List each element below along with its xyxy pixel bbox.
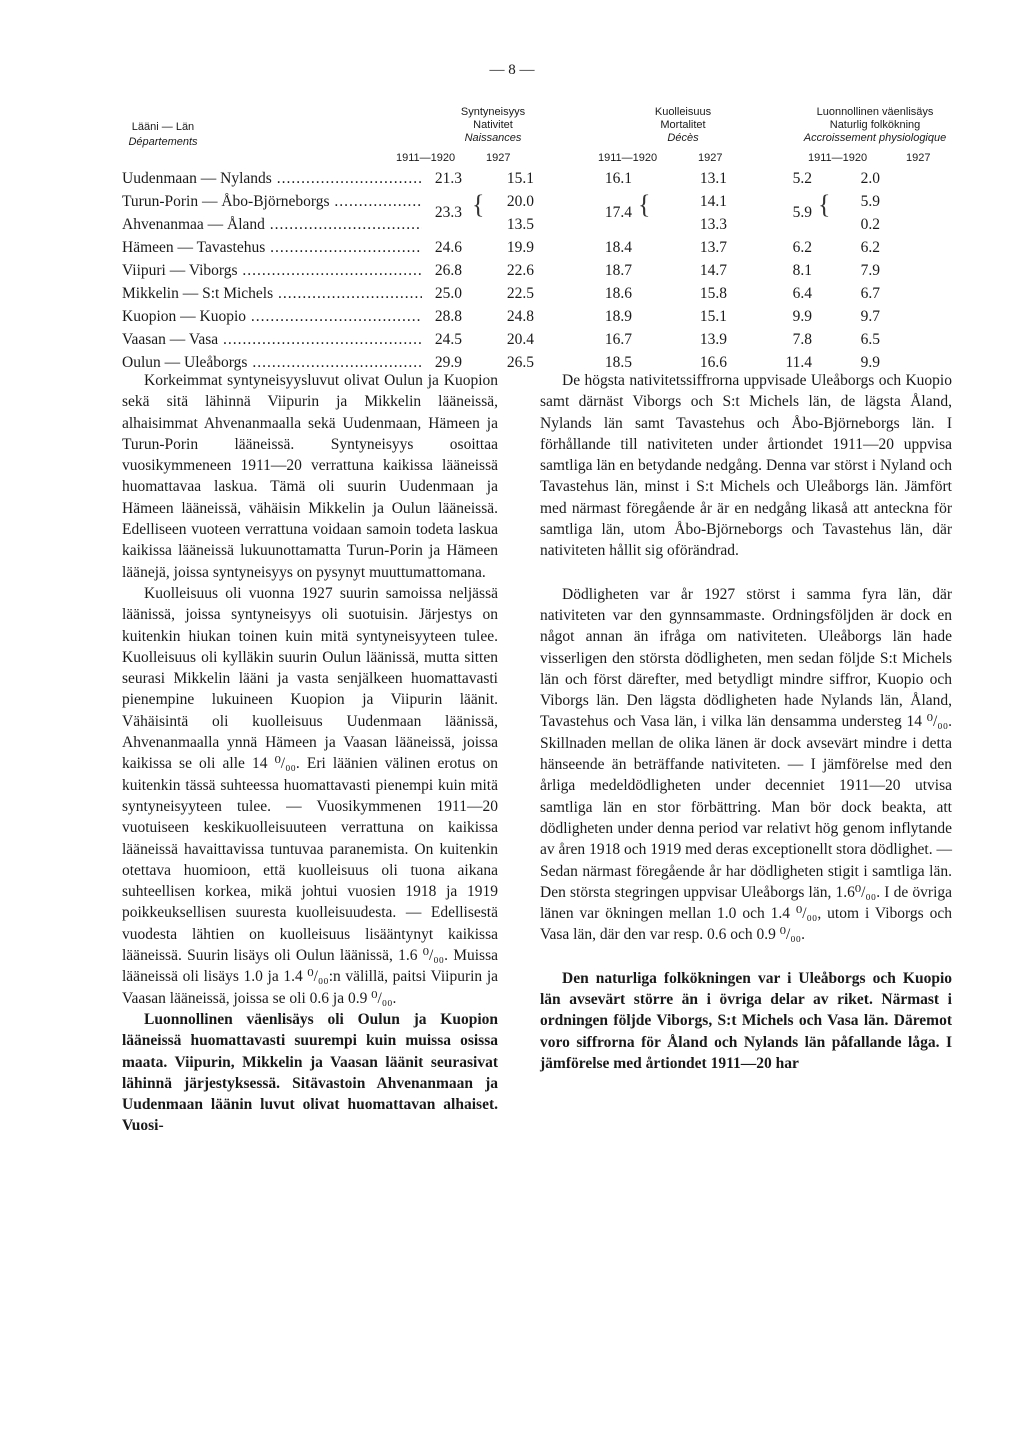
header-growth-fi: Luonnollinen väenlisäys xyxy=(816,106,934,118)
growth-1927: 6.5 xyxy=(860,331,880,348)
births-1911-1920-merged: 23.3 xyxy=(434,204,462,221)
growth-1911-1920: 5.2 xyxy=(792,170,812,187)
births-1927: 24.8 xyxy=(506,308,534,325)
deaths-1911-1920: 18.6 xyxy=(604,285,632,302)
header-growth-y1: 1911—1920 xyxy=(808,152,868,164)
births-1911-1920: 24.5 xyxy=(434,331,462,348)
row-name: Turun-Porin — Åbo-Björneborgs ..... xyxy=(122,193,422,211)
table-row xyxy=(122,190,962,221)
growth-1927: 0.2 xyxy=(860,216,880,233)
births-1927: 13.5 xyxy=(506,216,534,233)
row-name: Oulun — Uleåborgs ..... xyxy=(122,354,422,372)
births-1927: 20.4 xyxy=(506,331,534,348)
header-dept-fr: Départements xyxy=(128,136,198,148)
growth-1911-1920: 6.2 xyxy=(792,239,812,256)
growth-1927: 9.9 xyxy=(860,354,880,371)
deaths-1911-1920: 18.4 xyxy=(604,239,632,256)
growth-1927: 7.9 xyxy=(860,262,880,279)
table-row xyxy=(122,214,962,237)
deaths-1927: 14.7 xyxy=(699,262,727,279)
paragraph-births-fi: Korkeimmat syntyneisyysluvut olivat Oulun ja Kuopion sekä sitä lähinnä Viipurin ja Mikkelin lääneissä, alhaisimmat Ahvenanmaalla sekä Uudenmaan, Hämeen ja Turun-Porin lääneissä. Syntyneisyys osoittaa vuosikymmeneen 1911—20 verrattuna kaikissa lääneissä huomattavaa laskua. Tämä oli suurin Uudenmaan ja Hämeen lääneissä, vähäisin Mikkelin ja Oulun lääneissä. Edelliseen vuoteen verrattuna voidaan samoin todeta laskua kaikissa lääneissä lukuunottamatta Turun-Porin ja Hämeen läänejä, joissa syntyneisyys on pysynyt muuttumattomana. xyxy=(122,372,498,581)
births-1927: 15.1 xyxy=(506,170,534,187)
header-births-y1: 1911—1920 xyxy=(396,152,456,164)
header-departments xyxy=(108,120,218,150)
deaths-1927: 15.1 xyxy=(699,308,727,325)
deaths-1911-1920: 16.1 xyxy=(604,170,632,187)
header-growth-y2: 1927 xyxy=(906,152,931,164)
brace-icon: { xyxy=(638,190,651,219)
header-deaths-fr: Décès xyxy=(667,132,699,144)
growth-1911-1920: 6.4 xyxy=(792,285,812,302)
header-births-fr: Naissances xyxy=(464,132,522,144)
births-1911-1920: 26.8 xyxy=(434,262,462,279)
births-1927: 22.5 xyxy=(506,285,534,302)
header-deaths-fi: Kuolleisuus xyxy=(654,106,712,118)
table-row xyxy=(122,283,962,306)
right-column-swedish xyxy=(540,370,952,1074)
brace-icon: { xyxy=(818,190,831,219)
header-growth-sv: Naturlig folkökning xyxy=(829,119,921,131)
paragraph-deaths-fi: Kuolleisuus oli vuonna 1927 suurin samoissa neljässä läänissä, joissa syntyneisyys oli suotuisin. Järjestys on kuitenkin hiukan toinen kuin mitä syntyneisyyteen tulee. Kuolleisuus oli kylläkin suurin Oulun läänissä, mutta sitten seurasi Mikkelin lääni ja vasta senjälkeen huomattavasti pienempine lukuineen Kuopion ja Viipurin läänit. Vähäisintä oli kuolleisuus Uudenmaan läänissä, Ahvenanmaalla ynnä Hämeen ja Vaasan lääneissä, joissa kaikissa se oli alle 14 ⁰/₀₀. Eri läänien välinen erotus on kuitenkin tässä suhteessa huomattavasti pienempi kuin mitä syntyneisyyteen tulee. — Vuosikymmenen 1911—20 vuotuiseen keskikuolleisuuteen verrattuna on kaikissa lääneissä havaittavissa tuntuvaa paranemista. On kuitenkin otettava huomioon, että kuolleisuus oli tuona aikana suhteellisen korkea, mikä johtui vuosien 1918 ja 1919 poikkeuksellisen suuresta kuolleisuudesta. — Edellisestä vuodesta lähtien on kuolleisuus lisääntynyt kaikissa lääneissä. Suurin lisäys oli Oulun läänissä, 1.6 ⁰/₀₀. Muissa lääneissä oli lisäys 1.0 ja 1.4 ⁰/₀₀:n välillä, paitsi Viipurin ja Vaasan lääneissä, joissa se oli 0.6 ja 0.9 ⁰/₀₀. xyxy=(122,584,498,1007)
growth-1911-1920: 9.9 xyxy=(792,308,812,325)
deaths-1927: 13.7 xyxy=(699,239,727,256)
deaths-1927: 13.1 xyxy=(699,170,727,187)
births-1911-1920: 29.9 xyxy=(434,354,462,371)
header-births xyxy=(428,106,558,145)
brace-icon: { xyxy=(472,190,485,219)
paragraph-growth-sv: Den naturliga folkökningen var i Uleåborgs och Kuopio län avsevärt större än i övriga delar av riket. Närmast i ordningen följde Viborgs, S:t Michels och Vasa län. Däremot voro siffrorna för Åland och Nylands län påfallande låga. I jämförelse med årtiondet 1911—20 har xyxy=(540,969,952,1072)
growth-1927: 6.7 xyxy=(860,285,880,302)
left-column-finnish xyxy=(122,370,498,1137)
paragraph-deaths-sv: Dödligheten var år 1927 störst i samma fyra län, där nativiteten var den gynnsammaste. Ordningsföljden är dock en något annan än ifråga om nativiteten. Uleåborgs län hade visserligen den största dödligheten, men sedan följde S:t Michels län och först därefter, med betydligt mindre siffror, Kuopio och Viborgs län. Den lägsta dödligheten hade Nylands län, Åland, Tavastehus och Vasa län, i vilka län densamma understeg 14 ⁰/₀₀. Skillnaden mellan de olika länen är dock avsevärt mindre i detta hänseende än beträffande nativiteten. — I jämförelse med den årliga medeldödligheten under decenniet 1911—20 utvisa samtliga län en stor förbättring. Man bör dock beakta, att dödligheten under denna period var relativt hög genom inflytande av åren 1918 och 1919 med deras exceptionellt stora dödlighet. — Sedan närmast föregående år har dödligheten stigit i samtliga län. Den största stegringen uppvisar Uleåborgs län, 1.6⁰/₀₀. I de övriga länen var ökningen mellan 1.0 och 1.4 ⁰/₀₀, utom i Viborgs och Vasa län, där den var resp. 0.6 och 0.9 ⁰/₀₀. xyxy=(540,585,952,944)
paragraph-births-sv: De högsta nativitetssiffrorna uppvisade Uleåborgs och Kuopio samt därnäst Viborgs och S:t Michels län, de lägsta Åland, Nylands län samt Tavastehus och Åbo-Björneborgs län. I förhållande till nativiteten under årtiondet 1911—20 uppvisa samtliga län en betydande nedgång. Denna var störst i Nyland och Tavastehus län, minst i S:t Michels och Uleåborgs län. Jämfört med närmast föregående år är en nedgång likaså att anteckna för samtliga län, utom Åbo-Björneborgs och Tavastehus län, där nativiteten hållit sig oförändrad. xyxy=(540,372,952,560)
growth-1927: 6.2 xyxy=(860,239,880,256)
growth-1927: 2.0 xyxy=(860,170,880,187)
row-name: Viipuri — Viborgs ..... xyxy=(122,262,422,280)
births-1927: 26.5 xyxy=(506,354,534,371)
deaths-1911-1920: 18.9 xyxy=(604,308,632,325)
header-deaths-y1: 1911—1920 xyxy=(598,152,658,164)
table-row xyxy=(122,237,962,260)
header-deaths xyxy=(628,106,738,145)
births-1911-1920: 21.3 xyxy=(434,170,462,187)
births-1927: 19.9 xyxy=(506,239,534,256)
row-name: Uudenmaan — Nylands ..... xyxy=(122,170,422,188)
births-1911-1920: 25.0 xyxy=(434,285,462,302)
births-1911-1920: 24.6 xyxy=(434,239,462,256)
table-row xyxy=(122,260,962,283)
data-table xyxy=(122,168,962,375)
deaths-1911-1920: 18.5 xyxy=(604,354,632,371)
paragraph-growth-fi: Luonnollinen väenlisäys oli Oulun ja Kuopion lääneissä huomattavasti suurempi kuin muissa osissa maata. Viipurin, Mikkelin ja Vaasan läänit seurasivat lähinnä järjestyksessä. Sitävastoin Ahvenanmaan ja Uudenmaan läänin luvut olivat huomattavan alhaiset. Vuosi- xyxy=(122,1010,498,1135)
deaths-1911-1920: 18.7 xyxy=(604,262,632,279)
row-name: Ahvenanmaa — Åland ..... xyxy=(122,216,422,234)
header-births-fi: Syntyneisyys xyxy=(460,106,526,118)
births-1927: 22.6 xyxy=(506,262,534,279)
deaths-1911-1920-merged: 17.4 xyxy=(604,204,632,221)
table-row xyxy=(122,306,962,329)
deaths-1927: 13.9 xyxy=(699,331,727,348)
growth-1927: 5.9 xyxy=(860,193,880,210)
row-name: Mikkelin — S:t Michels ..... xyxy=(122,285,422,303)
deaths-1927: 14.1 xyxy=(699,193,727,210)
header-growth xyxy=(780,106,970,145)
header-births-sv: Nativitet xyxy=(473,119,513,131)
header-deaths-y2: 1927 xyxy=(698,152,723,164)
table-row xyxy=(122,168,962,191)
growth-1927: 9.7 xyxy=(860,308,880,325)
growth-1911-1920: 11.4 xyxy=(785,354,812,371)
deaths-1927: 13.3 xyxy=(699,216,727,233)
deaths-1911-1920: 16.7 xyxy=(604,331,632,348)
births-1927: 20.0 xyxy=(506,193,534,210)
deaths-1927: 16.6 xyxy=(699,354,727,371)
row-name: Kuopion — Kuopio ..... xyxy=(122,308,422,326)
row-name: Vaasan — Vasa ..... xyxy=(122,331,422,349)
table-row xyxy=(122,329,962,352)
row-name: Hämeen — Tavastehus ..... xyxy=(122,239,422,257)
header-growth-fr: Accroissement physiologique xyxy=(803,132,947,144)
page-number: — 8 — xyxy=(489,62,535,78)
growth-1911-1920: 7.8 xyxy=(792,331,812,348)
header-births-y2: 1927 xyxy=(486,152,511,164)
growth-1911-1920-merged: 5.9 xyxy=(792,204,812,221)
header-deaths-sv: Mortalitet xyxy=(660,119,706,131)
header-dept-label: Lääni — Län xyxy=(131,121,195,133)
deaths-1927: 15.8 xyxy=(699,285,727,302)
growth-1911-1920: 8.1 xyxy=(792,262,812,279)
births-1911-1920: 28.8 xyxy=(434,308,462,325)
table-header xyxy=(108,106,968,166)
